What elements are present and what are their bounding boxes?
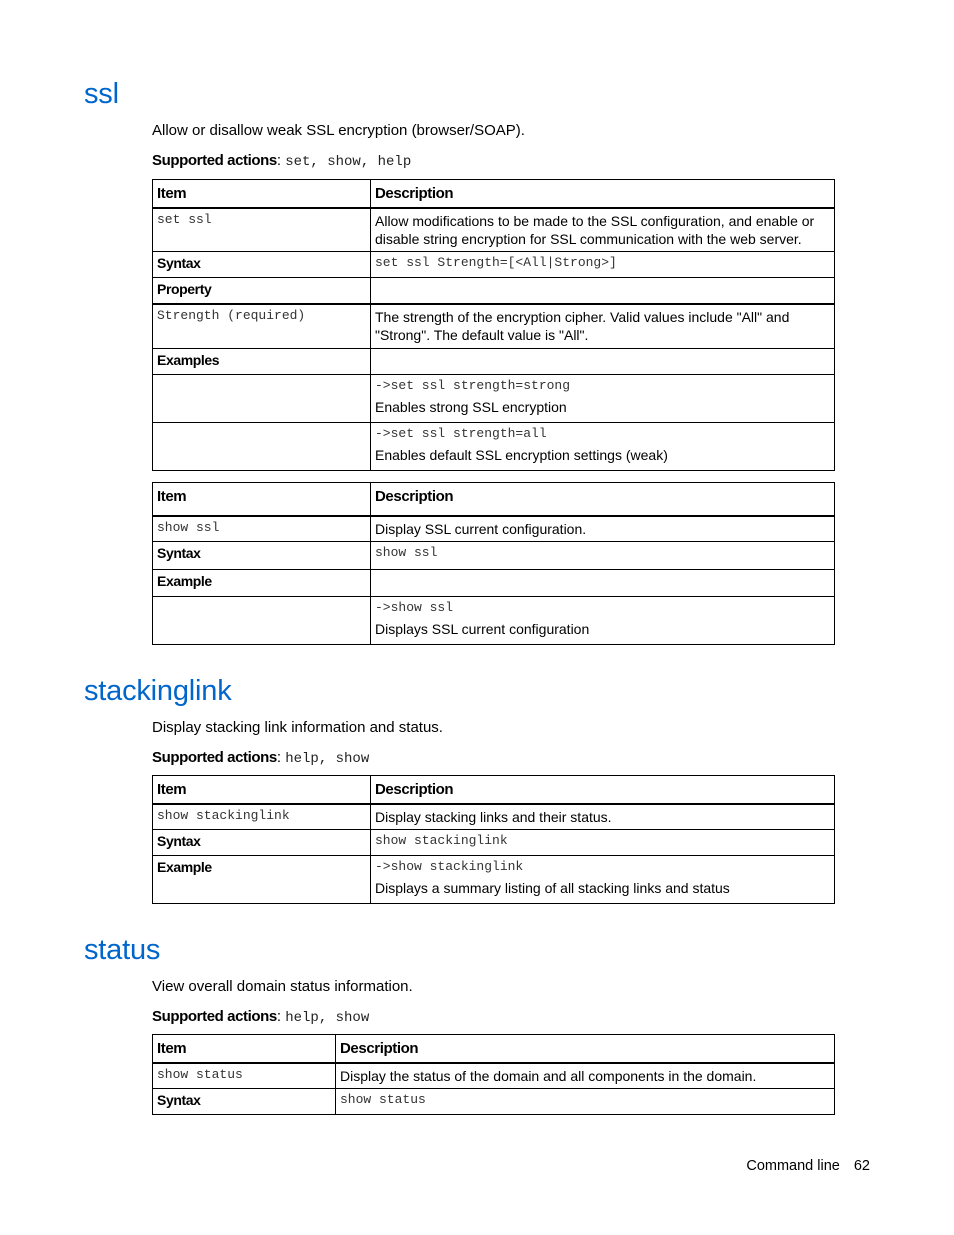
section-intro-stackinglink: Display stacking link information and status.: [152, 719, 443, 736]
supported-actions-stackinglink: Supported actions: help, show: [152, 749, 370, 767]
syntax-value: show stackinglink: [371, 830, 835, 856]
example-code: ->show ssl: [375, 600, 454, 615]
supported-actions-label: Supported actions: [152, 152, 277, 169]
example-label: Example: [153, 570, 371, 597]
command-description: Display the status of the domain and all components in the domain.: [336, 1063, 835, 1089]
column-header-description: Description: [371, 483, 835, 516]
supported-actions-status: Supported actions: help, show: [152, 1008, 370, 1026]
command-cell: show ssl: [153, 516, 371, 542]
example-description: Displays a summary listing of all stacking links and status: [375, 880, 730, 896]
syntax-label: Syntax: [153, 830, 371, 856]
table-row: [153, 597, 835, 645]
section-title-ssl: ssl: [84, 78, 119, 110]
column-header-item: Item: [153, 776, 371, 804]
syntax-label: Syntax: [153, 252, 371, 278]
status-table: [152, 1034, 835, 1115]
examples-label: Examples: [153, 349, 371, 375]
section-intro-ssl: Allow or disallow weak SSL encryption (browser/SOAP).: [152, 122, 525, 139]
example-code: ->show stackinglink: [375, 859, 524, 874]
supported-actions-list: help, show: [285, 751, 370, 767]
command-description: Display SSL current configuration.: [371, 516, 835, 542]
table-row: [153, 856, 835, 904]
stackinglink-table: [152, 775, 835, 904]
supported-actions-label: Supported actions: [152, 1008, 277, 1025]
table-row: [153, 304, 835, 349]
page-number: 62: [853, 1158, 870, 1174]
command-cell: set ssl: [153, 208, 371, 252]
table-row: [153, 423, 835, 471]
ssl-set-table: [152, 179, 835, 471]
property-label: Property: [153, 278, 371, 304]
table-row: [153, 349, 835, 375]
column-header-description: Description: [371, 776, 835, 804]
footer-section-name: Command line: [746, 1158, 840, 1174]
section-intro-status: View overall domain status information.: [152, 978, 413, 995]
supported-actions-list: help, show: [285, 1010, 370, 1026]
property-description: The strength of the encryption cipher. Valid values include "All" and "Strong". The default value is "All".: [371, 304, 835, 349]
supported-actions-list: set, show, help: [285, 154, 412, 170]
table-row: [153, 1089, 835, 1115]
example-description: Enables default SSL encryption settings (weak): [375, 447, 668, 463]
column-header-description: Description: [336, 1035, 835, 1063]
syntax-label: Syntax: [153, 542, 371, 570]
example-cell: [371, 597, 835, 645]
table-row: [153, 252, 835, 278]
syntax-value: set ssl Strength=[<All|Strong>]: [371, 252, 835, 278]
syntax-label: Syntax: [153, 1089, 336, 1115]
example-code: ->set ssl strength=strong: [375, 378, 571, 393]
command-description: Display stacking links and their status.: [371, 804, 835, 830]
example-description: Displays SSL current configuration: [375, 621, 590, 637]
example-label: Example: [153, 856, 371, 904]
section-title-status: status: [84, 934, 161, 966]
column-header-item: Item: [153, 1035, 336, 1063]
table-row: [153, 516, 835, 542]
page-footer: [746, 1158, 870, 1174]
example-description: Enables strong SSL encryption: [375, 399, 567, 415]
example-code: ->set ssl strength=all: [375, 426, 547, 441]
table-row: [153, 278, 835, 304]
column-header-description: Description: [371, 180, 835, 208]
property-name: Strength (required): [153, 304, 371, 349]
table-row: [153, 1063, 835, 1089]
ssl-show-table: [152, 482, 835, 645]
command-cell: show status: [153, 1063, 336, 1089]
syntax-value: show ssl: [371, 542, 835, 570]
example-cell: [371, 423, 835, 471]
table-row: [153, 570, 835, 597]
table-row: [153, 375, 835, 423]
table-row: [153, 542, 835, 570]
command-description: Allow modifications to be made to the SSL configuration, and enable or disable string encryption for SSL communication with the web server.: [371, 208, 835, 252]
section-title-stackinglink: stackinglink: [84, 675, 232, 707]
table-row: [153, 208, 835, 252]
syntax-value: show status: [336, 1089, 835, 1115]
example-cell: [371, 856, 835, 904]
table-row: [153, 830, 835, 856]
column-header-item: Item: [153, 483, 371, 516]
table-row: [153, 804, 835, 830]
command-cell: show stackinglink: [153, 804, 371, 830]
column-header-item: Item: [153, 180, 371, 208]
supported-actions-ssl: Supported actions: set, show, help: [152, 152, 412, 170]
example-cell: [371, 375, 835, 423]
supported-actions-label: Supported actions: [152, 749, 277, 766]
